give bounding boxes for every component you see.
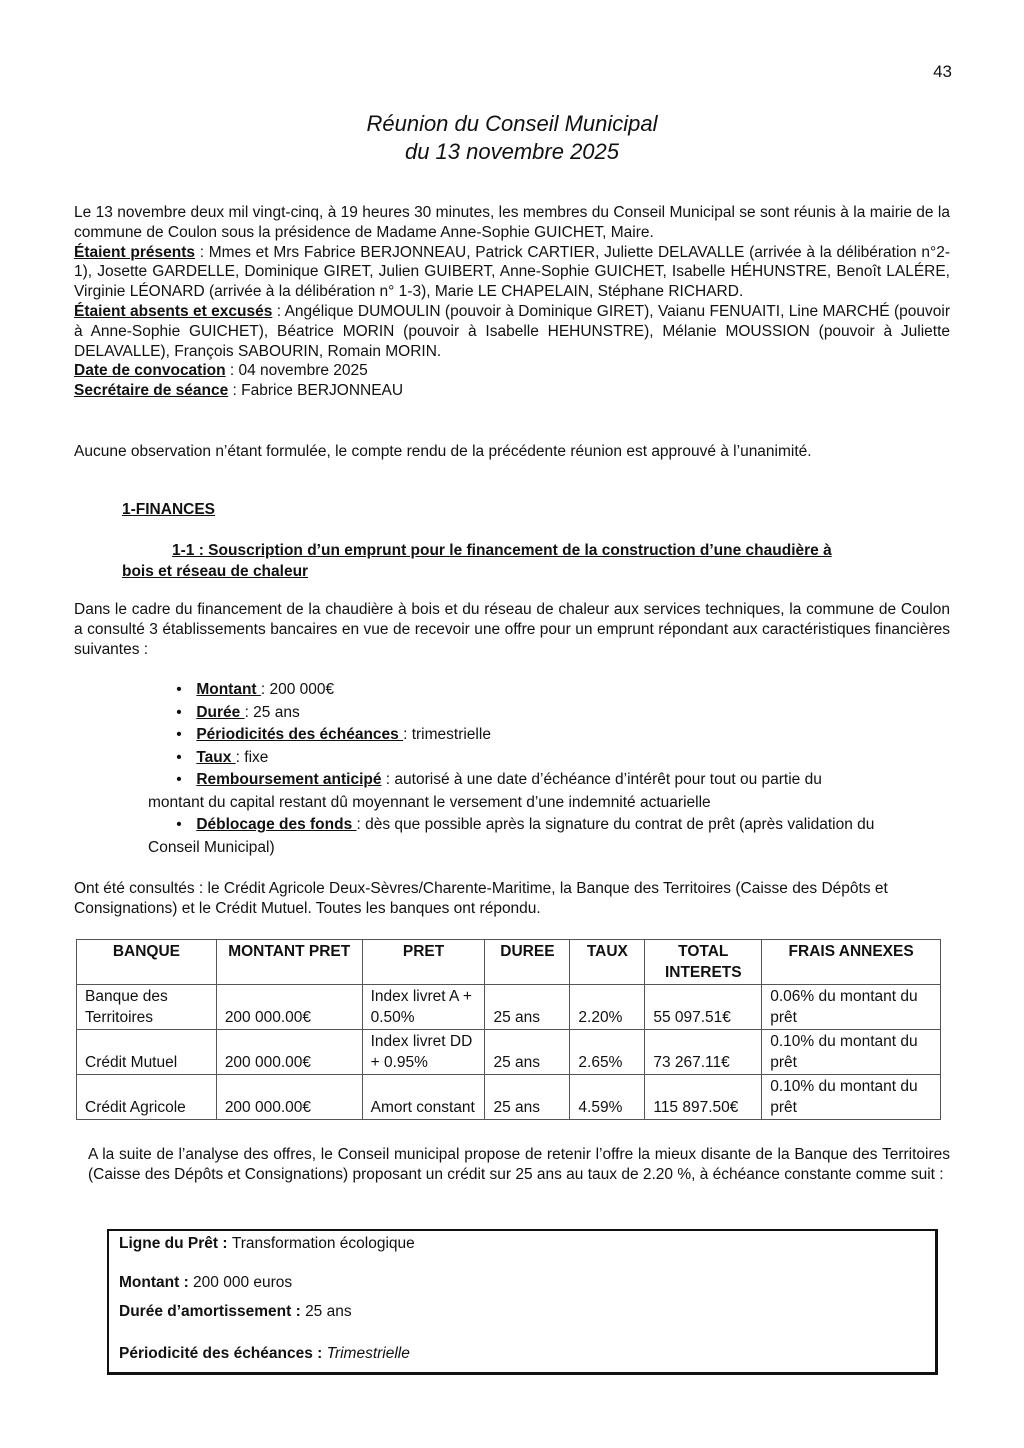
criteria-label: Périodicités des échéances [196,726,404,743]
list-item [148,679,952,702]
list-item [148,724,952,747]
loan-amount-value: 200 000 euros [193,1274,293,1291]
list-item [148,814,952,859]
bullet-icon: • [176,748,182,766]
absent-label: Étaient absents et excusés [74,302,273,320]
cell-bank: Crédit Agricole [77,1075,217,1120]
cell-rate: 2.20% [570,985,645,1030]
convocation-label: Date de convocation [74,362,226,380]
criteria-label: Taux [196,748,236,766]
loan-line-value: Transformation écologique [231,1235,415,1252]
criteria-label: Durée [196,703,245,721]
criteria-label: Déblocage des fonds [196,816,357,833]
bullet-icon: • [176,703,182,721]
bullet-icon: • [176,771,182,788]
present-text: : Mmes et Mrs Fabrice BERJONNEAU, Patrick CARTIER, Juliette DELAVALLE (arrivée à la délibération n°2-1), Josette GARDELLE, Dominique GIRET, Julien GUIBERT, Anne-Sophie GUICHET, Isabelle HÉHUNSTRE, Benoît LALÉRE, Virginie LÉONARD (arrivée à la délibération n° 1-3), Marie LE CHAPELAIN, Stéphane RICHARD. [74,243,950,301]
loan-periodicity-value: Trimestrielle [326,1345,410,1362]
cell-rate: 2.65% [570,1030,645,1075]
criteria-label: Montant [196,681,261,698]
cell-loan: Amort constant [362,1075,485,1120]
cell-bank: Crédit Mutuel [77,1030,217,1075]
loan-amount-row [119,1274,292,1292]
loan-duration-value: 25 ans [305,1303,352,1320]
context-paragraph: Dans le cadre du financement de la chaudière à bois et du réseau de chaleur aux services techniques, la commune de Coulon a consulté 3 établissements bancaires en vue de recevoir une offre pour un emprunt répondant aux caractéristiques financières suivantes : [74,601,950,658]
subsection-heading-line-1: 1-1 : Souscription d’un emprunt pour le financement de la construction d’une chaudière à [172,542,832,559]
loan-criteria-list [148,679,952,859]
cell-amount: 200 000.00€ [216,985,362,1030]
list-item [148,747,952,770]
secretary-paragraph [74,381,950,401]
cell-fees: 0.06% du montant du prêt [762,985,941,1030]
section-heading: 1-FINANCES [122,501,216,518]
cell-duration: 25 ans [485,985,570,1030]
convocation-text: : 04 novembre 2025 [225,362,368,380]
loan-periodicity-row [119,1345,410,1363]
bullet-icon: • [176,816,182,833]
column-header: TOTAL INTERETS [645,940,762,985]
column-header: MONTANT PRET [216,940,362,985]
absent-paragraph [74,302,950,361]
criteria-continuation: Conseil Municipal) [148,838,275,856]
cell-duration: 25 ans [485,1030,570,1075]
criteria-value: : fixe [235,748,269,766]
loan-line-label: Ligne du Prêt : [119,1235,232,1252]
opening-paragraph: Le 13 novembre deux mil vingt-cinq, à 19 heures 30 minutes, les membres du Conseil Municipal se sont réunis à la mairie de la commune de Coulon sous la présidence de Madame Anne-Sophie GUICHET, Maire. [74,204,950,241]
criteria-value: : trimestrielle [403,726,491,743]
cell-bank: Banque des Territoires [77,985,217,1030]
cell-fees: 0.10% du montant du prêt [762,1030,941,1075]
loan-duration-label: Durée d’amortissement : [119,1303,306,1320]
table-header-row [77,940,941,985]
column-header: PRET [362,940,485,985]
cell-total-interest: 115 897.50€ [645,1075,762,1120]
cell-fees: 0.10% du montant du prêt [762,1075,941,1120]
criteria-value: : 200 000€ [260,681,335,698]
page-title [0,110,1024,166]
title-line-1: Réunion du Conseil Municipal [366,111,658,136]
convocation-paragraph [74,361,950,381]
title-line-2: du 13 novembre 2025 [404,139,620,164]
secretary-text: : Fabrice BERJONNEAU [228,382,404,400]
cell-loan: Index livret A + 0.50% [362,985,485,1030]
approval-paragraph: Aucune observation n’étant formulée, le compte rendu de la précédente réunion est approuvé à l’unanimité. [74,443,812,460]
loan-duration-row [119,1303,352,1321]
column-header: TAUX [570,940,645,985]
loan-periodicity-label: Périodicité des échéances : [119,1345,327,1362]
present-paragraph [74,243,950,302]
table-row [77,985,941,1030]
criteria-value: : dès que possible après la signature du contrat de prêt (après validation du [356,816,875,833]
conclusion-paragraph: A la suite de l’analyse des offres, le Conseil municipal propose de retenir l’offre la mieux disante de la Banque des Territoires (Caisse des Dépôts et Consignations) proposant un crédit sur 25 ans au taux de 2.20 %, à échéance constante comme suit : [88,1146,950,1183]
criteria-continuation: montant du capital restant dû moyennant le versement d’une indemnité actuarielle [148,793,711,811]
loan-summary-box [107,1229,938,1375]
cell-duration: 25 ans [485,1075,570,1120]
bank-offers-table [76,939,941,1120]
consulted-paragraph: Ont été consultés : le Crédit Agricole Deux-Sèvres/Charente-Maritime, la Banque des Territoires (Caisse des Dépôts et Consignations) et le Crédit Mutuel. Toutes les banques ont répondu. [74,880,888,917]
loan-line-row [119,1235,415,1253]
bullet-icon: • [176,726,182,743]
cell-amount: 200 000.00€ [216,1075,362,1120]
column-header: DUREE [485,940,570,985]
table-row [77,1075,941,1120]
list-item [148,769,952,814]
attendance-block [74,203,950,401]
cell-rate: 4.59% [570,1075,645,1120]
column-header: BANQUE [77,940,217,985]
present-label: Étaient présents [74,243,196,261]
loan-amount-label: Montant : [119,1274,194,1291]
cell-total-interest: 55 097.51€ [645,985,762,1030]
secretary-label: Secrétaire de séance [74,382,229,400]
subsection-heading [122,540,940,582]
criteria-label: Remboursement anticipé [196,771,382,788]
table-row [77,1030,941,1075]
criteria-value: : autorisé à une date d’échéance d’intérêt pour tout ou partie du [381,771,822,788]
column-header: FRAIS ANNEXES [762,940,941,985]
subsection-heading-line-2: bois et réseau de chaleur [122,563,309,580]
criteria-value: : 25 ans [244,703,300,721]
bullet-icon: • [176,681,182,698]
absent-text: : Angélique DUMOULIN (pouvoir à Dominique GIRET), Vaianu FENUAITI, Line MARCHÉ (pouvoir à Anne-Sophie GUICHET), Béatrice MORIN (pouvoir à Isabelle HEHUNSTRE), Mélanie MOUSSION (pouvoir à Juliette DELAVALLE), François SABOURIN, Romain MORIN. [74,302,950,360]
cell-total-interest: 73 267.11€ [645,1030,762,1075]
cell-amount: 200 000.00€ [216,1030,362,1075]
page-number: 43 [933,62,952,81]
cell-loan: Index livret DD + 0.95% [362,1030,485,1075]
list-item [148,702,952,725]
